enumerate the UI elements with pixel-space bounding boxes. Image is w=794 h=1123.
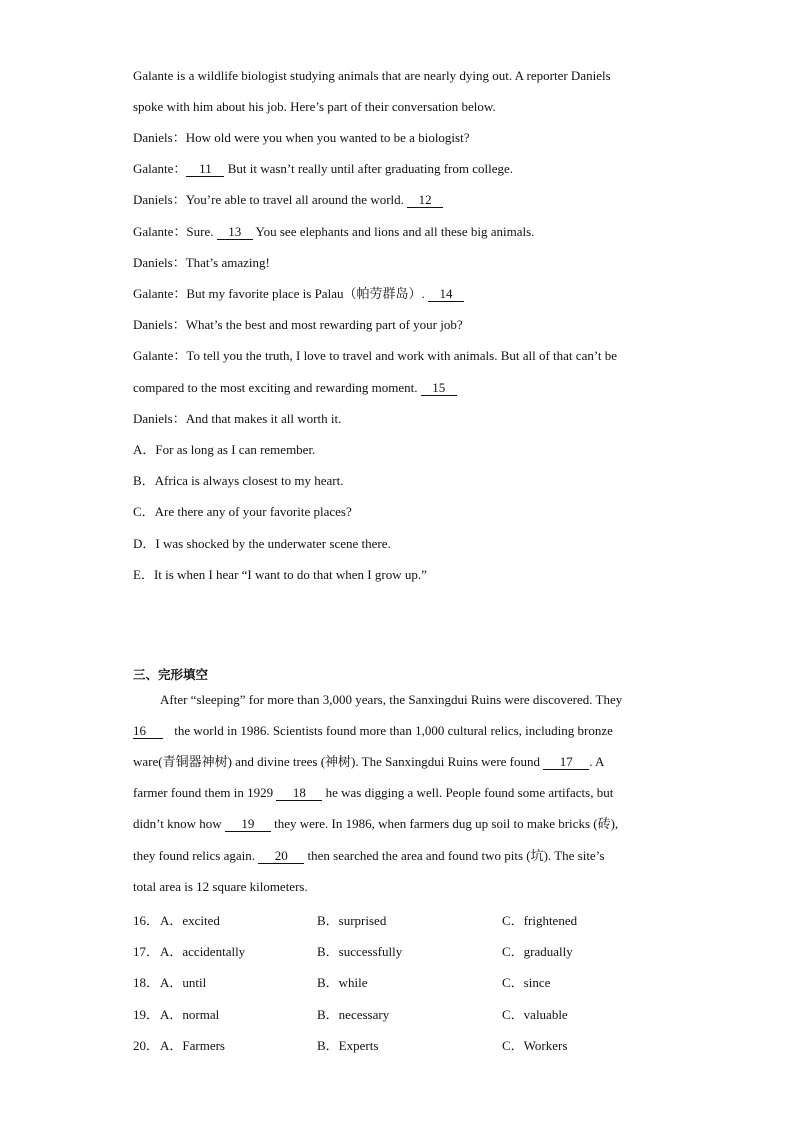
question-row bbox=[133, 910, 693, 926]
question-number: 17． bbox=[133, 944, 160, 959]
option-a[interactable]: A．normal bbox=[160, 1007, 220, 1022]
option-b[interactable]: B．surprised bbox=[317, 913, 387, 928]
dialogue-text: Daniels：You’re able to travel all around the world. bbox=[133, 192, 408, 207]
option-c[interactable]: C．gradually bbox=[502, 944, 573, 959]
option-a[interactable]: A．accidentally bbox=[160, 944, 246, 959]
option-c[interactable]: C．since bbox=[502, 975, 551, 990]
question-row bbox=[133, 1004, 693, 1020]
option-b[interactable]: B．necessary bbox=[317, 1007, 390, 1022]
question-number: 16． bbox=[133, 913, 160, 928]
dialogue-text: compared to the most exciting and rewarding moment. bbox=[133, 380, 421, 395]
passage-text: . A bbox=[589, 754, 605, 769]
option-b[interactable]: B．successfully bbox=[317, 944, 403, 959]
passage-text: didn’t know how bbox=[133, 816, 225, 831]
option-a[interactable]: A．excited bbox=[160, 913, 220, 928]
passage-line-3 bbox=[133, 754, 604, 770]
choice-c[interactable]: C．Are there any of your favorite places? bbox=[133, 504, 352, 519]
question-row bbox=[133, 1035, 693, 1051]
option-b[interactable]: B．while bbox=[317, 975, 368, 990]
dialogue-text: Galante：Sure. bbox=[133, 224, 217, 239]
option-b[interactable]: B．Experts bbox=[317, 1038, 379, 1053]
option-a[interactable]: A．until bbox=[160, 975, 207, 990]
passage-line-5 bbox=[133, 816, 618, 832]
passage-line-6 bbox=[133, 848, 604, 864]
blank-12[interactable]: 12 bbox=[407, 193, 443, 208]
option-c[interactable]: C．frightened bbox=[502, 913, 578, 928]
passage-line-1: After “sleeping” for more than 3,000 years, the Sanxingdui Ruins were discovered. They bbox=[160, 692, 623, 707]
passage-text: they found relics again. bbox=[133, 848, 259, 863]
choice-b[interactable]: B．Africa is always closest to my heart. bbox=[133, 473, 344, 488]
question-row bbox=[133, 972, 693, 988]
passage-text: the world in 1986. Scientists found more than 1,000 cultural relics, including bronze bbox=[171, 723, 613, 738]
option-c[interactable]: C．valuable bbox=[502, 1007, 568, 1022]
question-number: 19． bbox=[133, 1007, 160, 1022]
dialogue-line-5: Daniels：That’s amazing! bbox=[133, 255, 270, 270]
choice-d[interactable]: D．I was shocked by the underwater scene there. bbox=[133, 536, 391, 551]
dialogue-line-10: Daniels：And that makes it all worth it. bbox=[133, 411, 342, 426]
section-heading: 三、完形填空 bbox=[133, 667, 209, 682]
dialogue-line-1: Daniels：How old were you when you wanted to be a biologist? bbox=[133, 130, 470, 145]
dialogue-text: You see elephants and lions and all these big animals. bbox=[252, 224, 535, 239]
passage-text: farmer found them in 1929 bbox=[133, 785, 277, 800]
intro-line-2: spoke with him about his job. Here’s part of their conversation below. bbox=[133, 99, 496, 114]
dialogue-line-6 bbox=[133, 286, 464, 302]
blank-17[interactable]: 17 bbox=[543, 755, 589, 770]
passage-line-4 bbox=[133, 785, 613, 801]
blank-20[interactable]: 20 bbox=[258, 849, 304, 864]
blank-14[interactable]: 14 bbox=[428, 287, 464, 302]
blank-16[interactable]: 16 bbox=[133, 724, 163, 739]
passage-text: he was digging a well. People found some artifacts, but bbox=[322, 785, 614, 800]
choice-a[interactable]: A．For as long as I can remember. bbox=[133, 442, 316, 457]
dialogue-line-4 bbox=[133, 224, 534, 240]
passage-text: they were. In 1986, when farmers dug up soil to make bricks (砖), bbox=[270, 816, 619, 831]
blank-19[interactable]: 19 bbox=[225, 817, 271, 832]
dialogue-text: But it wasn’t really until after graduating from college. bbox=[224, 161, 514, 176]
dialogue-line-3 bbox=[133, 192, 443, 208]
intro-line-1: Galante is a wildlife biologist studying animals that are nearly dying out. A reporter Daniels bbox=[133, 68, 611, 83]
dialogue-line-7: Daniels：What’s the best and most rewarding part of your job? bbox=[133, 317, 463, 332]
blank-18[interactable]: 18 bbox=[276, 786, 322, 801]
question-number: 18． bbox=[133, 975, 160, 990]
dialogue-line-8: Galante：To tell you the truth, I love to travel and work with animals. But all of that can’t be bbox=[133, 348, 618, 363]
passage-line-7: total area is 12 square kilometers. bbox=[133, 879, 308, 894]
dialogue-line-2 bbox=[133, 161, 513, 177]
passage-line-2 bbox=[133, 723, 613, 739]
question-number: 20． bbox=[133, 1038, 160, 1053]
blank-15[interactable]: 15 bbox=[421, 381, 457, 396]
question-row bbox=[133, 941, 693, 957]
dialogue-text: Galante：But my favorite place is Palau（帕劳群岛）. bbox=[133, 286, 428, 301]
choice-e[interactable]: E．It is when I hear “I want to do that when I grow up.” bbox=[133, 567, 427, 582]
passage-text: then searched the area and found two pits (坑). The site’s bbox=[304, 848, 605, 863]
blank-13[interactable]: 13 bbox=[217, 225, 253, 240]
blank-11[interactable]: 11 bbox=[186, 162, 224, 177]
speaker-text: Galante： bbox=[133, 161, 187, 176]
passage-text: ware(青铜器神树) and divine trees (神树). The Sanxingdui Ruins were found bbox=[133, 754, 544, 769]
option-c[interactable]: C．Workers bbox=[502, 1038, 568, 1053]
dialogue-line-9 bbox=[133, 380, 457, 396]
option-a[interactable]: A．Farmers bbox=[160, 1038, 225, 1053]
